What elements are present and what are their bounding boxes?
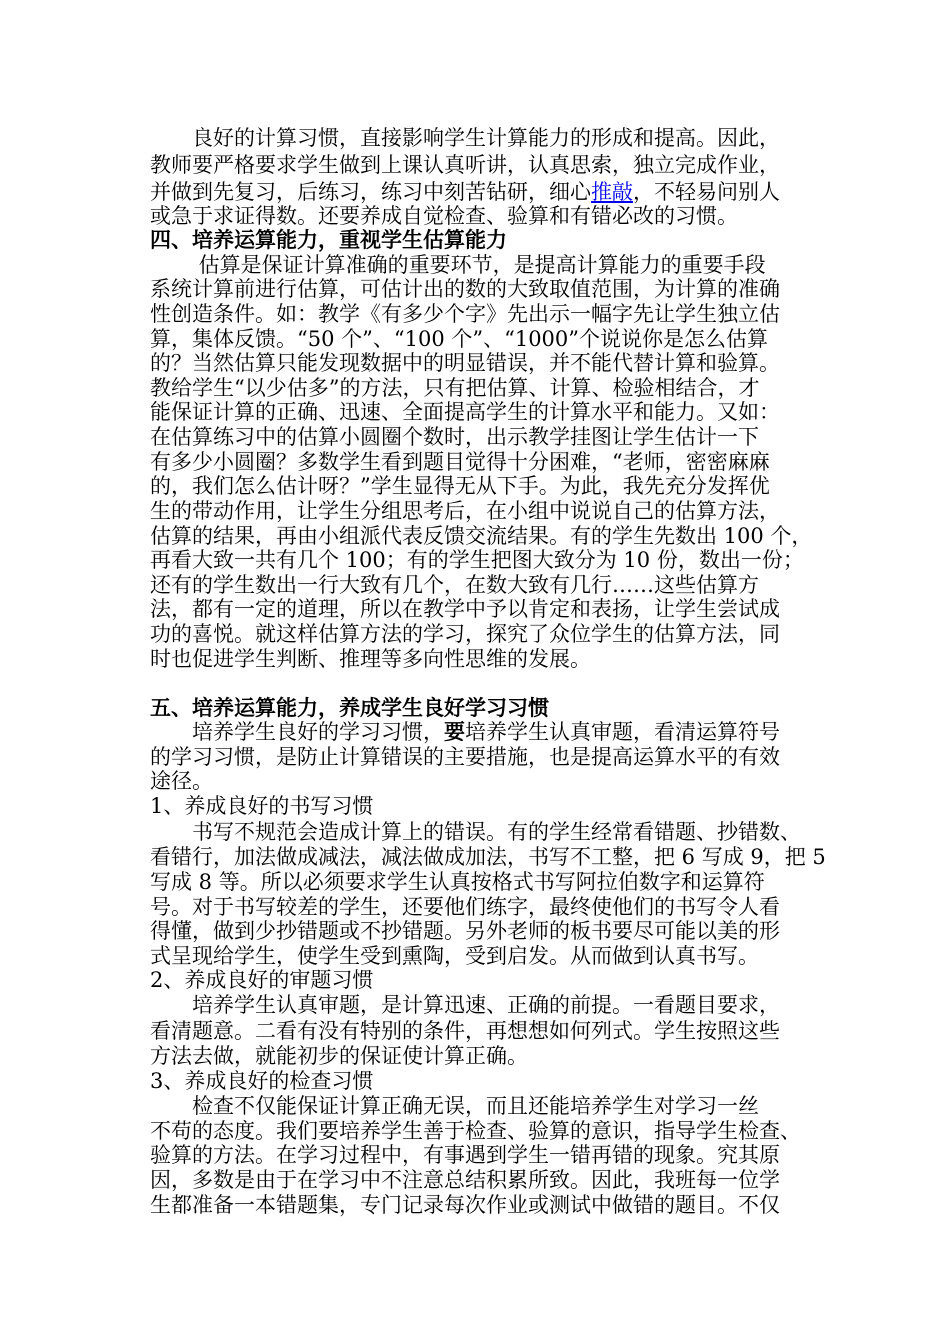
paragraph-text: 培养学生认真审题，看清运算符号 [465, 720, 780, 744]
subheading-3: 3、养成良好的检查习惯 [150, 1069, 374, 1093]
paragraph-line: 的学习习惯，是防止计算错误的主要措施，也是提高运算水平的有效 [150, 745, 780, 769]
paragraph-line: 能保证计算的正确、迅速、全面提高学生的计算水平和能力。又如： [150, 400, 780, 424]
paragraph-line [150, 180, 780, 204]
paragraph-text: 并做到先复习，后练习，练习中刻苦钻研，细心 [150, 180, 591, 204]
bold-word: 要 [444, 719, 465, 744]
section-heading-5: 五、培养运算能力，养成学生良好学习习惯 [150, 695, 549, 720]
paragraph-line: 看错行，加法做成减法，减法做成加法，书写不工整，把 6 写成 9，把 5 [150, 845, 826, 869]
paragraph-line: 得懂，做到少抄错题或不抄错题。另外老师的板书要尽可能以美的形 [150, 919, 780, 943]
hyperlink-tuiqiao[interactable]: 推敲 [591, 180, 633, 204]
paragraph-line: 有多少小圆圈？多数学生看到题目觉得十分困难，“老师，密密麻麻 [150, 450, 770, 474]
paragraph-text: ，不轻易问别人 [633, 180, 780, 204]
paragraph-line: 估算是保证计算准确的重要环节，是提高计算能力的重要手段 [150, 253, 766, 277]
paragraph-line: 法，都有一定的道理，所以在教学中予以肯定和表扬，让学生尝试成 [150, 597, 780, 621]
paragraph-line: 验算的方法。在学习过程中，有事遇到学生一错再错的现象。究其原 [150, 1143, 780, 1167]
paragraph-line: 的，我们怎么估计呀？”学生显得无从下手。为此，我先充分发挥优 [150, 474, 770, 498]
paragraph-line: 不苟的态度。我们要培养学生善于检查、验算的意识，指导学生检查、 [150, 1119, 801, 1143]
paragraph-line: 因，多数是由于在学习中不注意总结积累所致。因此，我班每一位学 [150, 1168, 780, 1192]
paragraph-line: 算，集体反馈。“50 个”、“100 个”、“1000”个说说你是怎么估算 [150, 327, 769, 351]
paragraph-text: 培养学生良好的学习习惯， [150, 720, 444, 744]
paragraph-line: 估算的结果，再由小组派代表反馈交流结果。有的学生先数出 100 个， [150, 524, 813, 548]
paragraph-line: 生的带动作用，让学生分组思考后，在小组中说说自己的估算方法， [150, 499, 780, 523]
paragraph-line: 教师要严格要求学生做到上课认真听讲，认真思索，独立完成作业， [150, 153, 780, 177]
paragraph-line: 书写不规范会造成计算上的错误。有的学生经常看错题、抄错数、 [150, 820, 801, 844]
paragraph-line: 良好的计算习惯，直接影响学生计算能力的形成和提高。因此， [150, 126, 780, 150]
paragraph-line: 时也促进学生判断、推理等多向性思维的发展。 [150, 647, 591, 671]
paragraph-line [150, 720, 780, 744]
paragraph-line: 性创造条件。如：教学《有多少个字》先出示一幅字先让学生独立估 [150, 302, 780, 326]
paragraph-line: 系统计算前进行估算，可估计出的数的大致取值范围，为计算的准确 [150, 277, 780, 301]
paragraph-line: 看清题意。二看有没有特别的条件，再想想如何列式。学生按照这些 [150, 1019, 780, 1043]
paragraph-line: 的？当然估算只能发现数据中的明显错误，并不能代替计算和验算。 [150, 351, 780, 375]
section-heading-4: 四、培养运算能力，重视学生估算能力 [150, 227, 507, 252]
paragraph-line: 检查不仅能保证计算正确无误，而且还能培养学生对学习一丝 [150, 1094, 759, 1118]
paragraph-line: 方法去做，就能初步的保证使计算正确。 [150, 1044, 528, 1068]
subheading-1: 1、养成良好的书写习惯 [150, 794, 374, 818]
paragraph-line: 途径。 [150, 769, 213, 793]
paragraph-line: 式呈现给学生，使学生受到熏陶，受到启发。从而做到认真书写。 [150, 944, 759, 968]
paragraph-line: 或急于求证得数。还要养成自觉检查、验算和有错必改的习惯。 [150, 204, 738, 228]
paragraph-line: 生都准备一本错题集，专门记录每次作业或测试中做错的题目。不仅 [150, 1193, 780, 1217]
paragraph-line: 功的喜悦。就这样估算方法的学习，探究了众位学生的估算方法，同 [150, 622, 780, 646]
paragraph-line: 号。对于书写较差的学生，还要他们练字，最终使他们的书写令人看 [150, 895, 780, 919]
paragraph-line: 在估算练习中的估算小圆圈个数时，出示教学挂图让学生估计一下 [150, 425, 759, 449]
paragraph-line: 再看大致一共有几个 100；有的学生把图大致分为 10 份，数出一份； [150, 548, 804, 572]
paragraph-line: 教给学生“以少估多”的方法，只有把估算、计算、检验相结合，才 [150, 376, 760, 400]
paragraph-line: 写成 8 等。所以必须要求学生认真按格式书写阿拉伯数字和运算符 [150, 870, 765, 894]
paragraph-line: 培养学生认真审题，是计算迅速、正确的前提。一看题目要求， [150, 993, 780, 1017]
subheading-2: 2、养成良好的审题习惯 [150, 968, 374, 992]
paragraph-line: 还有的学生数出一行大致有几个，在数大致有几行……这些估算方 [150, 573, 759, 597]
